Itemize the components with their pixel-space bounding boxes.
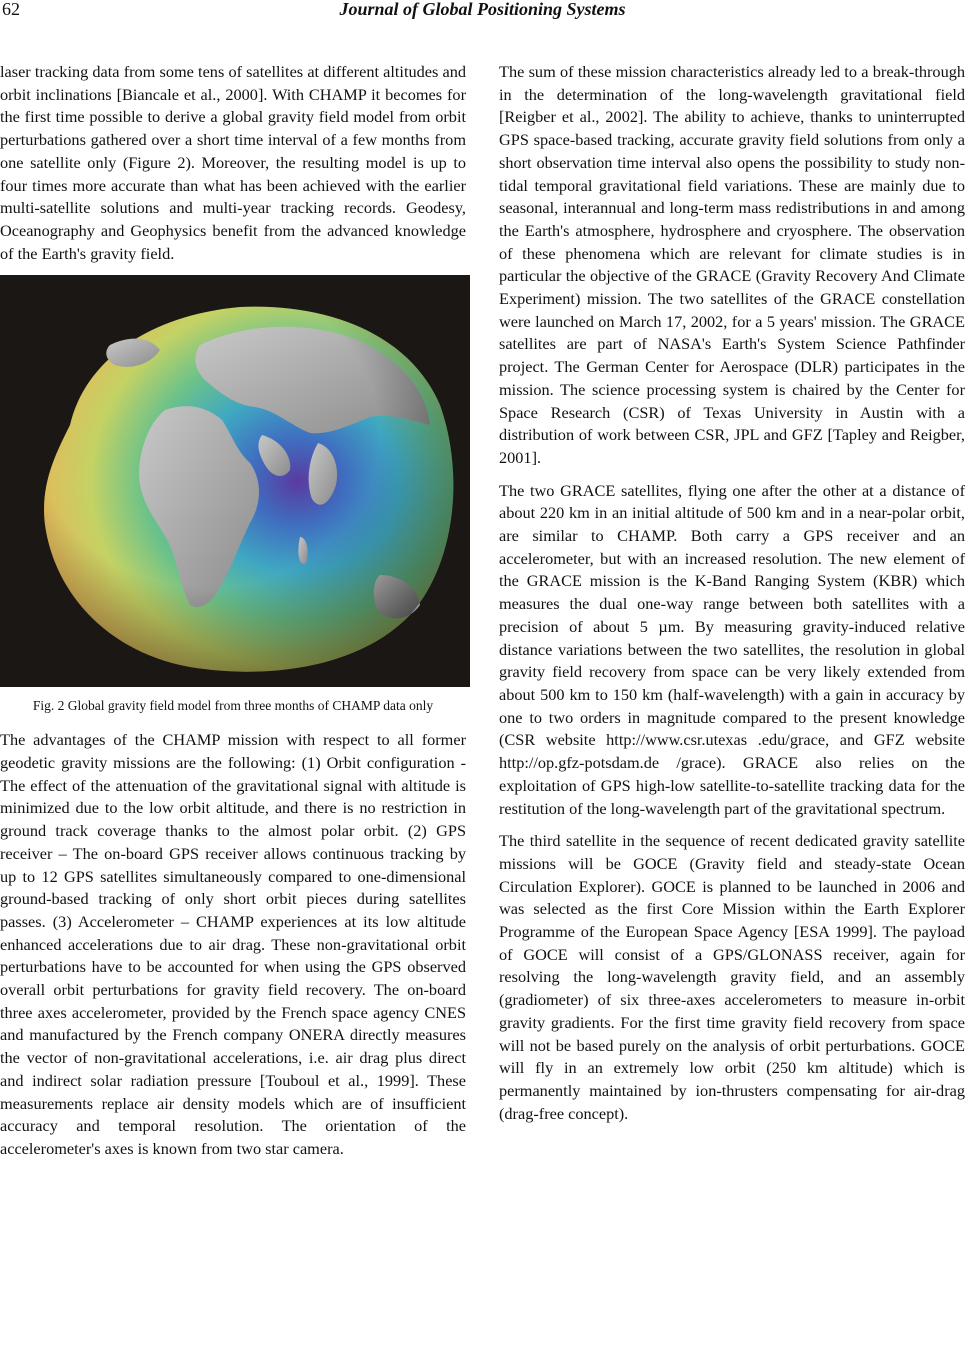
right-paragraph-3: The third satellite in the sequence of recent dedicated gravity satellite missions will be GOCE (Gravity field and steady-state Ocean Circulation Explorer). GOCE is planned to be launched in 2006 and was selected as the first Core Mission within the Earth Explorer Programme of the European Space Agency [ESA 1999]. The payload of GOCE will consist of a GPS/GLONASS receiver, again for resolving the long-wavelength gravity field, and an assembly (gradiometer) of six three-axes accelerometers to measure in-orbit gravity gradients. For the first time gravity field recovery from space will not be based purely on the analysis of orbit perturbations. GOCE will fly in an extremely low orbit (250 km altitude) which is permanently maintained by ion-thrusters compensating for air-drag (drag-free concept).: [499, 831, 965, 1123]
page-header: [0, 0, 965, 24]
right-paragraph-1: The sum of these mission characteristics already led to a break-through in the determination of the long-wavelength gravitational field [Reigber et al., 2002]. The ability to achieve, thanks to uninterrupted GPS space-based tracking, accurate gravity field solutions from only a short observation time interval also opens the possibility to study non-tidal temporal gravitational field variations. These are mainly due to seasonal, interannual and long-term mass redistributions in and among the Earth's atmosphere, hydrosphere and cryosphere. The observation of these phenomena which are relevant for climate studies is in particular the objective of the GRACE (Gravity Recovery And Climate Experiment) mission. The two satellites of the GRACE constellation were launched on March 17, 2002, for a 5 years' mission. The GRACE satellites are part of NASA's Earth's System Science Pathfinder project. The German Center for Aerospace (DLR) participates in the mission. The science processing system is chaired by the Center for Space Research (CSR) of Texas University in Austin with a distribution of work between CSR, JPL and GFZ [Tapley and Reigber, 2001].: [499, 62, 965, 467]
left-paragraph-2: The advantages of the CHAMP mission with respect to all former geodetic gravity missions are the following: (1) Orbit configuration - The effect of the attenuation of the gravitational signal with altitude is minimized due to the low orbit altitude, and there is no restriction in ground track coverage thanks to the almost polar orbit. (2) GPS receiver – The on-board GPS receiver allows continuous tracking by up to 12 GPS satellites simultaneously compared to one-dimensional ground-based tracking of only short orbit pieces during satellites passes. (3) Accelerometer – CHAMP experiences at its low altitude enhanced accelerations due to air drag. These non-gravitational orbit perturbations have to be accounted for when using the GPS observed overall orbit perturbations for gravity field recovery. The on-board three axes accelerometer, provided by the French space agency CNES and manufactured by the French company ONERA directly measures the vector of non-gravitational accelerations, i.e. air drag plus direct and indirect solar radiation pressure [Touboul et al., 1999]. These measurements replace air density models which are of insufficient accuracy and temporal resolution. The orientation of the accelerometer's axes is known from two star camera.: [0, 730, 466, 1158]
right-paragraph-2: The two GRACE satellites, flying one after the other at a distance of about 220 km in an initial altitude of 500 km and in a near-polar orbit, are similar to CHAMP. Both carry a GPS receiver and an accelerometer, but with an increased resolution. The new element of the GRACE mission is the K-Band Ranging System (KBR) which measures the dual one-way range between both satellites with a precision of about 5 µm. By measuring gravity-induced relative distance variations between the two satellites, the resolution in global gravity field recovery from space can be very likely extended from about 500 km to 150 km (half-wavelength) with a gain in accuracy by one to two orders in magnitude compared to the present knowledge (CSR website http://www.csr.utexas .edu/grace, and GFZ website http://op.gfz-potsdam.de /grace). GRACE also relies on the exploitation of GPS high-low satellite-to-satellite tracking data for the restitution of the long-wavelength part of the gravitational spectrum.: [499, 480, 965, 818]
journal-title: Journal of Global Positioning Systems: [339, 0, 626, 19]
left-column: [0, 61, 466, 1171]
page-number: 62: [2, 0, 20, 19]
figure-caption: Fig. 2 Global gravity field model from three months of CHAMP data only: [32, 698, 434, 714]
gravity-geoid-image: [0, 275, 470, 687]
right-column: [499, 61, 965, 1135]
figure-gravity-field: [0, 275, 470, 687]
left-paragraph-1: laser tracking data from some tens of satellites at different altitudes and orbit inclinations [Biancale et al., 2000]. With CHAMP it becomes for the first time possible to derive a global gravity field model from orbit perturbations gathered over a short time interval of a few months from one satellite only (Figure 2). Moreover, the resulting model is up to four times more accurate than what has been achieved with the earlier multi-satellite solutions and multi-year tracking records. Geodesy, Oceanography and Geophysics benefit from the advanced knowledge of the Earth's gravity field.: [0, 62, 466, 263]
